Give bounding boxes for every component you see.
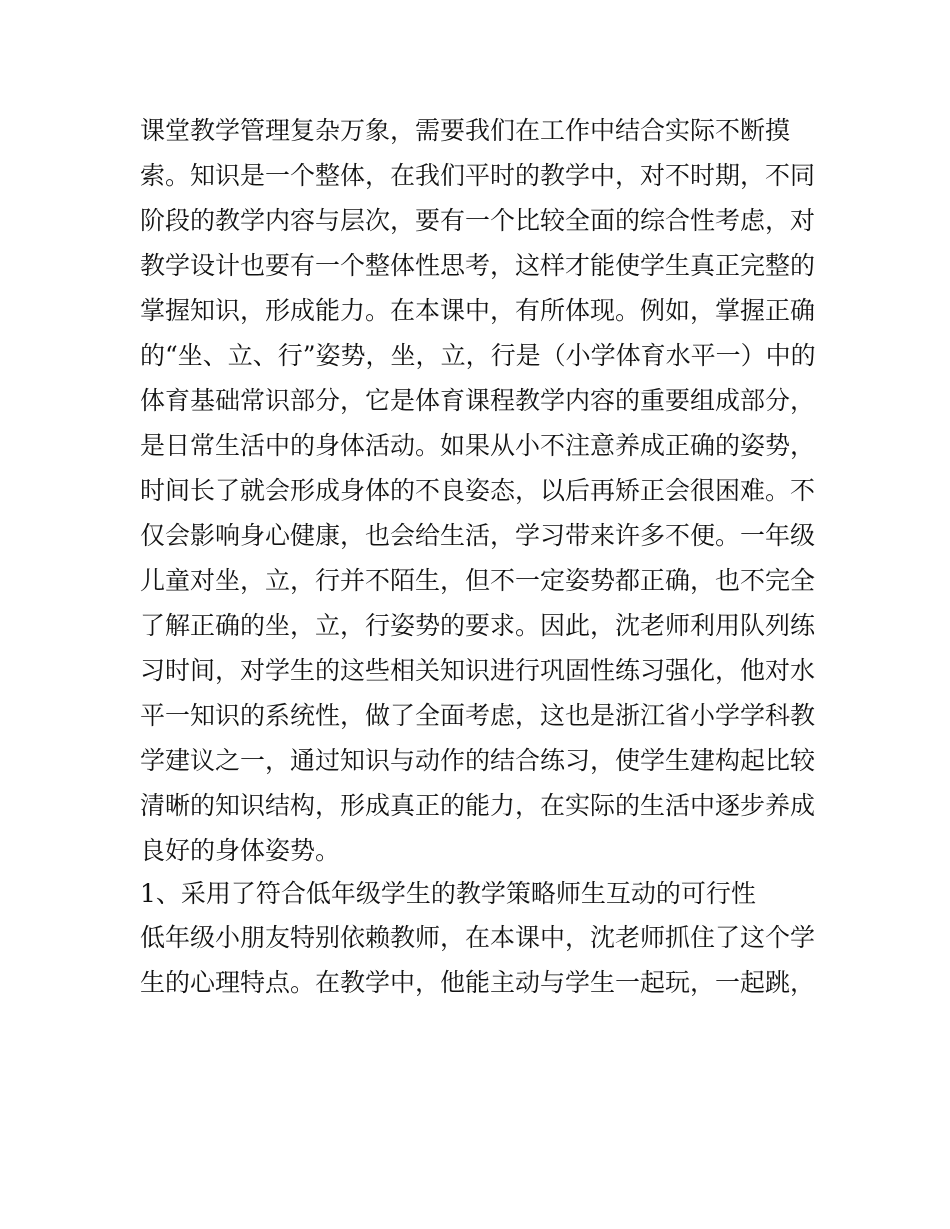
paragraph-line: 教学设计也要有一个整体性思考，这样才能使学生真正完整的 bbox=[140, 251, 816, 280]
paragraph-line: 体育基础常识部分，它是体育课程教学内容的重要组成部分， bbox=[140, 386, 816, 415]
section-heading: 1、采用了符合低年级学生的教学策略师生互动的可行性 bbox=[140, 879, 756, 908]
paragraph-line: 仅会影响身心健康，也会给生活，学习带来许多不便。一年级 bbox=[140, 521, 816, 550]
paragraph-line: 的“坐、立、行”姿势，坐，立，行是（小学体育水平一）中的 bbox=[140, 341, 816, 370]
paragraph-line: 掌握知识，形成能力。在本课中，有所体现。例如，掌握正确 bbox=[140, 296, 816, 325]
paragraph-line: 学建议之一，通过知识与动作的结合练习，使学生建构起比较 bbox=[140, 746, 816, 775]
document-body bbox=[140, 108, 820, 1005]
paragraph-line: 低年级小朋友特别依赖教师，在本课中，沈老师抓住了这个学 bbox=[140, 923, 816, 952]
paragraph-line: 是日常生活中的身体活动。如果从小不注意养成正确的姿势， bbox=[140, 431, 816, 460]
paragraph-line: 平一知识的系统性，做了全面考虑，这也是浙江省小学学科教 bbox=[140, 701, 816, 730]
paragraph-line: 时间长了就会形成身体的不良姿态，以后再矫正会很困难。不 bbox=[140, 476, 816, 505]
paragraph-line: 索。知识是一个整体，在我们平时的教学中，对不时期，不同 bbox=[140, 161, 816, 190]
paragraph-line: 良好的身体姿势。 bbox=[140, 836, 341, 865]
paragraph-line: 清晰的知识结构，形成真正的能力，在实际的生活中逐步养成 bbox=[140, 791, 816, 820]
paragraph-line: 了解正确的坐，立，行姿势的要求。因此，沈老师利用队列练 bbox=[140, 611, 816, 640]
paragraph-line: 习时间，对学生的这些相关知识进行巩固性练习强化，他对水 bbox=[140, 656, 816, 685]
paragraph-line: 生的心理特点。在教学中，他能主动与学生一起玩，一起跳， bbox=[140, 968, 816, 997]
paragraph-line: 课堂教学管理复杂万象，需要我们在工作中结合实际不断摸 bbox=[140, 116, 791, 145]
paragraph-line: 阶段的教学内容与层次，要有一个比较全面的综合性考虑，对 bbox=[140, 206, 816, 235]
paragraph-line: 儿童对坐，立，行并不陌生，但不一定姿势都正确，也不完全 bbox=[140, 566, 816, 595]
